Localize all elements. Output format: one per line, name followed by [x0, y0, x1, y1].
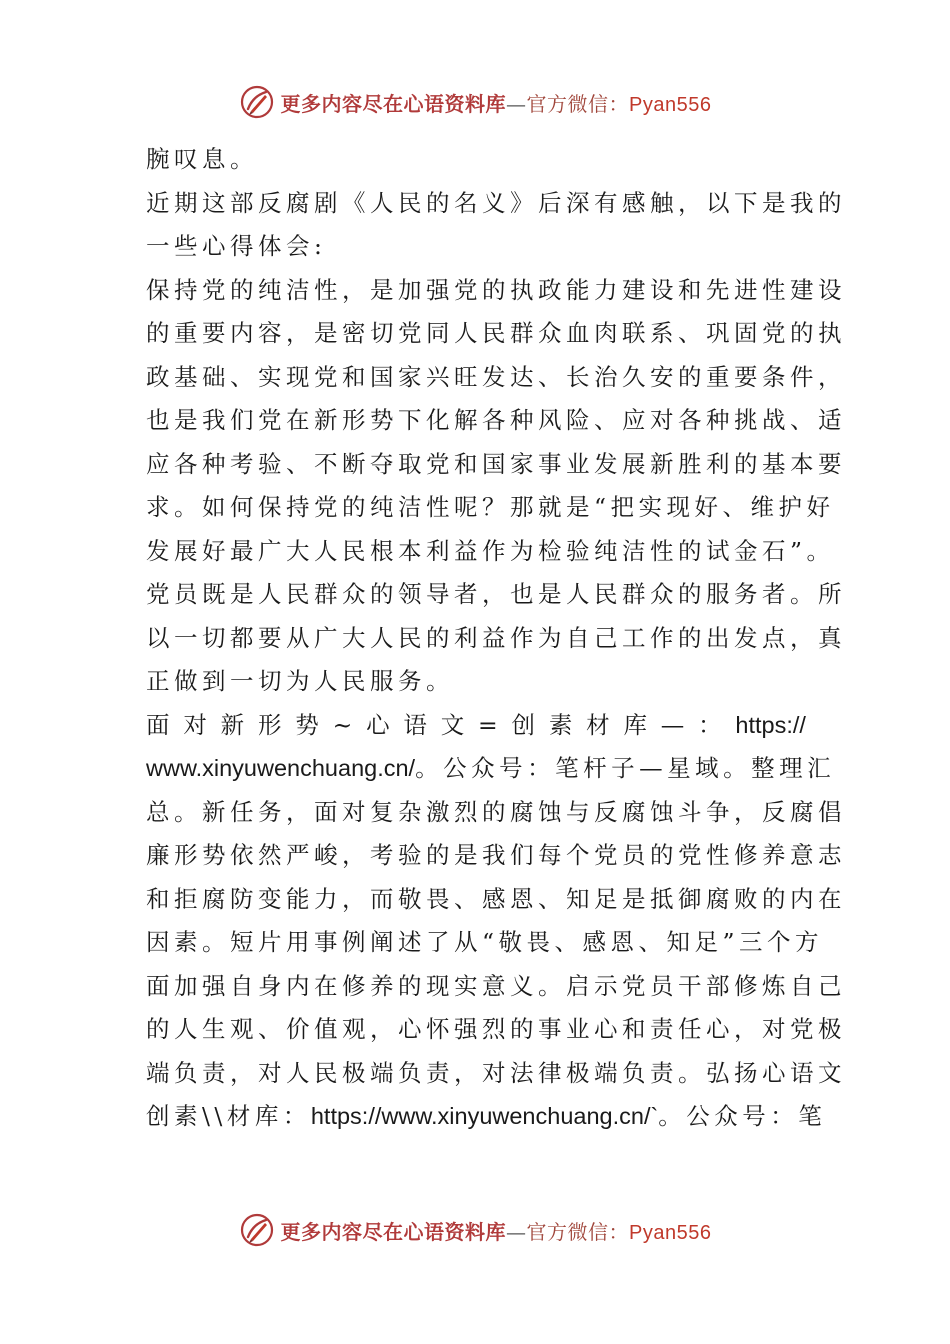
url-link[interactable]: https://www.xinyuwenchuang.cn/`	[310, 1103, 659, 1129]
spaced-char: 心	[366, 710, 390, 739]
spaced-char: 文	[440, 710, 465, 739]
footer-brand: 更多内容尽在心语资料库	[280, 1219, 507, 1244]
footer-wechat-id: Pyan556	[629, 1221, 712, 1244]
text-line: 保持党的纯洁性，是加强党的执政能力建设和先进性建设	[146, 275, 846, 304]
text-line: 端负责，对人民极端负责，对法律极端负责。弘扬心语文	[146, 1058, 846, 1087]
text-line: 正做到一切为人民服务。	[146, 667, 454, 695]
spaced-char: ~	[332, 710, 353, 739]
text-line: 近期这部反腐剧《人民的名义》后深有感触，以下是我的	[146, 188, 846, 217]
header-wechat-id: Pyan556	[629, 93, 712, 116]
text-line: 应各种考验、不断夺取党和国家事业发展新胜利的基本要	[146, 449, 846, 478]
url-link[interactable]: www.xinyuwenchuang.cn/	[146, 755, 416, 781]
spaced-char: 面	[146, 710, 170, 739]
text-segment: 创素\\材库：	[146, 1102, 311, 1130]
text-line: 也是我们党在新形势下化解各种风险、应对各种挑战、适	[146, 406, 846, 434]
pen-logo-icon	[239, 84, 275, 120]
header-banner	[0, 80, 950, 124]
spaced-char: =	[478, 710, 498, 739]
url-text-line	[146, 747, 836, 791]
text-line: 政基础、实现党和国家兴旺发达、长治久安的重要条件，	[146, 362, 846, 391]
spaced-char: 势	[295, 710, 319, 739]
spaced-char: ：	[698, 710, 722, 739]
pen-logo-icon	[239, 1212, 275, 1248]
text-line: 因素。短片用事例阐述了从“敬畏、感恩、知足”三个方	[146, 928, 824, 956]
text-line: 腕叹息。	[146, 145, 258, 173]
spaced-char: 新	[220, 710, 245, 739]
spaced-char: 素	[548, 710, 573, 739]
url-link[interactable]: https://	[735, 711, 806, 738]
text-line: 和拒腐防变能力，而敬畏、感恩、知足是抵御腐败的内在	[146, 884, 846, 913]
header-wechat-label: 官方微信：	[526, 91, 630, 116]
text-line: 的重要内容，是密切党同人民群众血肉联系、巩固党的执	[146, 319, 846, 347]
url-text-line	[146, 1095, 827, 1139]
header-brand: 更多内容尽在心语资料库	[280, 91, 507, 116]
spaced-text-line	[146, 704, 806, 748]
text-segment: 。公众号：笔杆子—星域。整理汇	[415, 754, 836, 782]
text-line: 党员既是人民群众的领导者，也是人民群众的服务者。所	[146, 580, 846, 608]
header-text	[281, 88, 712, 117]
footer-banner	[0, 1208, 950, 1252]
spaced-char: 形	[257, 710, 282, 739]
footer-text	[281, 1216, 712, 1245]
text-segment: 。公众号：笔	[658, 1102, 827, 1130]
document-body	[146, 138, 846, 1139]
text-line: 的人生观、价值观，心怀强烈的事业心和责任心，对党极	[146, 1015, 846, 1043]
text-line: 求。如何保持党的纯洁性呢？那就是“把实现好、维护好	[146, 493, 835, 521]
text-line: 以一切都要从广大人民的利益作为自己工作的出发点，真	[146, 623, 846, 652]
spaced-char: —	[660, 710, 685, 739]
spaced-char: 材	[586, 710, 610, 739]
text-line: 廉形势依然严峻，考验的是我们每个党员的党性修养意志	[146, 841, 846, 869]
text-line: 面加强自身内在修养的现实意义。启示党员干部修炼自己	[146, 971, 846, 1000]
spaced-char: 对	[183, 710, 207, 739]
spaced-char: 库	[623, 710, 647, 739]
footer-wechat-label: 官方微信：	[526, 1219, 630, 1244]
text-line: 发展好最广大人民根本利益作为检验纯洁性的试金石”。	[146, 536, 835, 565]
text-line: 总。新任务，面对复杂激烈的腐蚀与反腐蚀斗争，反腐倡	[146, 797, 846, 826]
footer-separator: —	[506, 1219, 527, 1244]
header-separator: —	[506, 91, 527, 116]
spaced-char: 创	[511, 710, 536, 739]
text-line: 一些心得体会:	[146, 232, 327, 260]
spaced-char: 语	[403, 710, 427, 739]
